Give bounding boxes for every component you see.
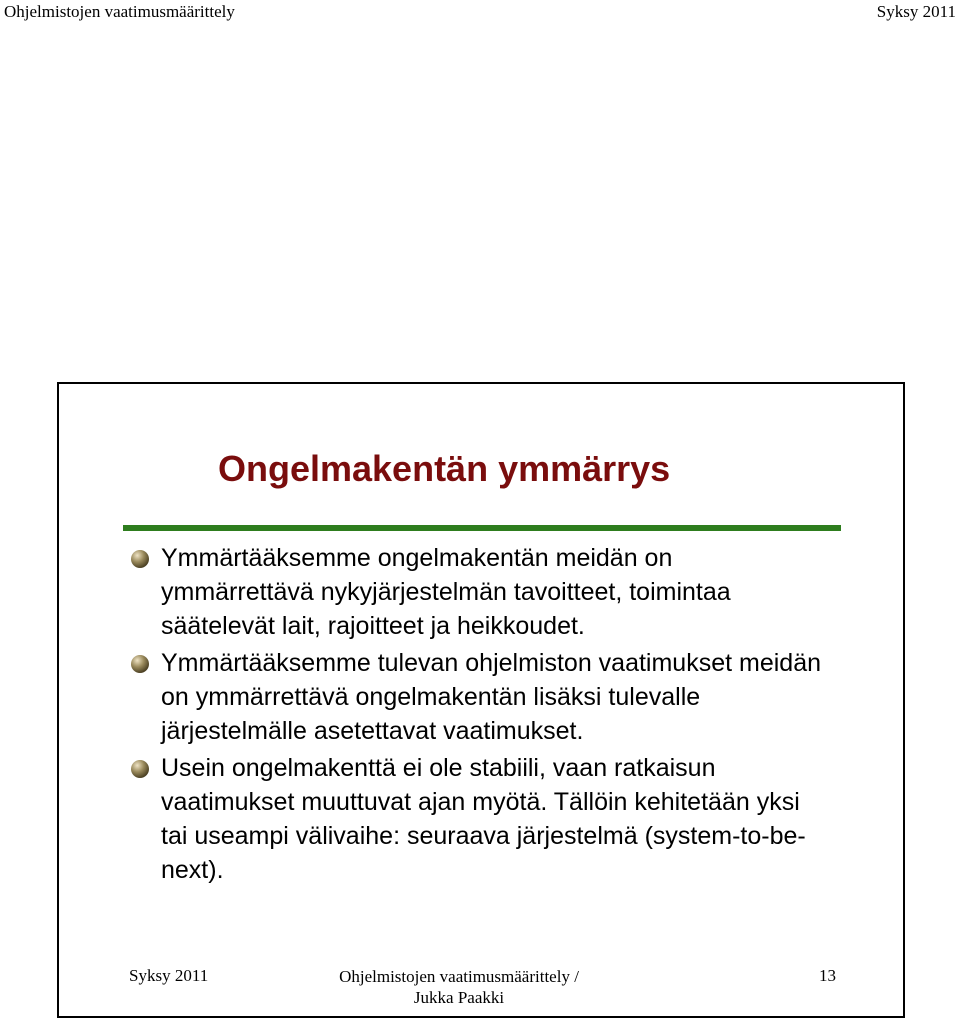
page-header-term: Syksy 2011 — [876, 2, 956, 21]
bullet-sphere-icon — [131, 655, 149, 673]
list-item — [131, 751, 831, 887]
list-item — [131, 541, 831, 643]
bullet-sphere-icon — [131, 760, 149, 778]
slide-title: Ongelmakentän ymmärrys — [218, 448, 671, 489]
bullet-text: Ymmärtääksemme tulevan ohjelmiston vaatimukset meidän on ymmärrettävä ongelmakentän lisäksi tulevalle järjestelmälle asetettavat vaatimukset. — [161, 649, 821, 745]
list-item — [131, 646, 831, 748]
page-header-course: Ohjelmistojen vaatimusmäärittely — [4, 2, 235, 21]
bullet-text: Usein ongelmakenttä ei ole stabiili, vaan ratkaisun vaatimukset muuttuvat ajan myötä. Tällöin kehitetään yksi tai useampi välivaihe: seuraava järjestelmä (system-to-be-next). — [161, 754, 806, 884]
slide — [57, 382, 905, 1018]
slide-footer-course-title: Ohjelmistojen vaatimusmäärittely / — [339, 967, 579, 986]
title-divider — [123, 525, 841, 531]
slide-page-number: 13 — [819, 966, 836, 985]
bullet-list — [131, 541, 831, 890]
slide-footer-author: Jukka Paakki — [413, 988, 505, 1007]
slide-footer-course — [309, 966, 609, 1008]
bullet-text: Ymmärtääksemme ongelmakentän meidän on ymmärrettävä nykyjärjestelmän tavoitteet, toimintaa säätelevät lait, rajoitteet ja heikkoudet. — [161, 544, 731, 640]
slide-footer-term: Syksy 2011 — [129, 966, 209, 985]
bullet-sphere-icon — [131, 550, 149, 568]
